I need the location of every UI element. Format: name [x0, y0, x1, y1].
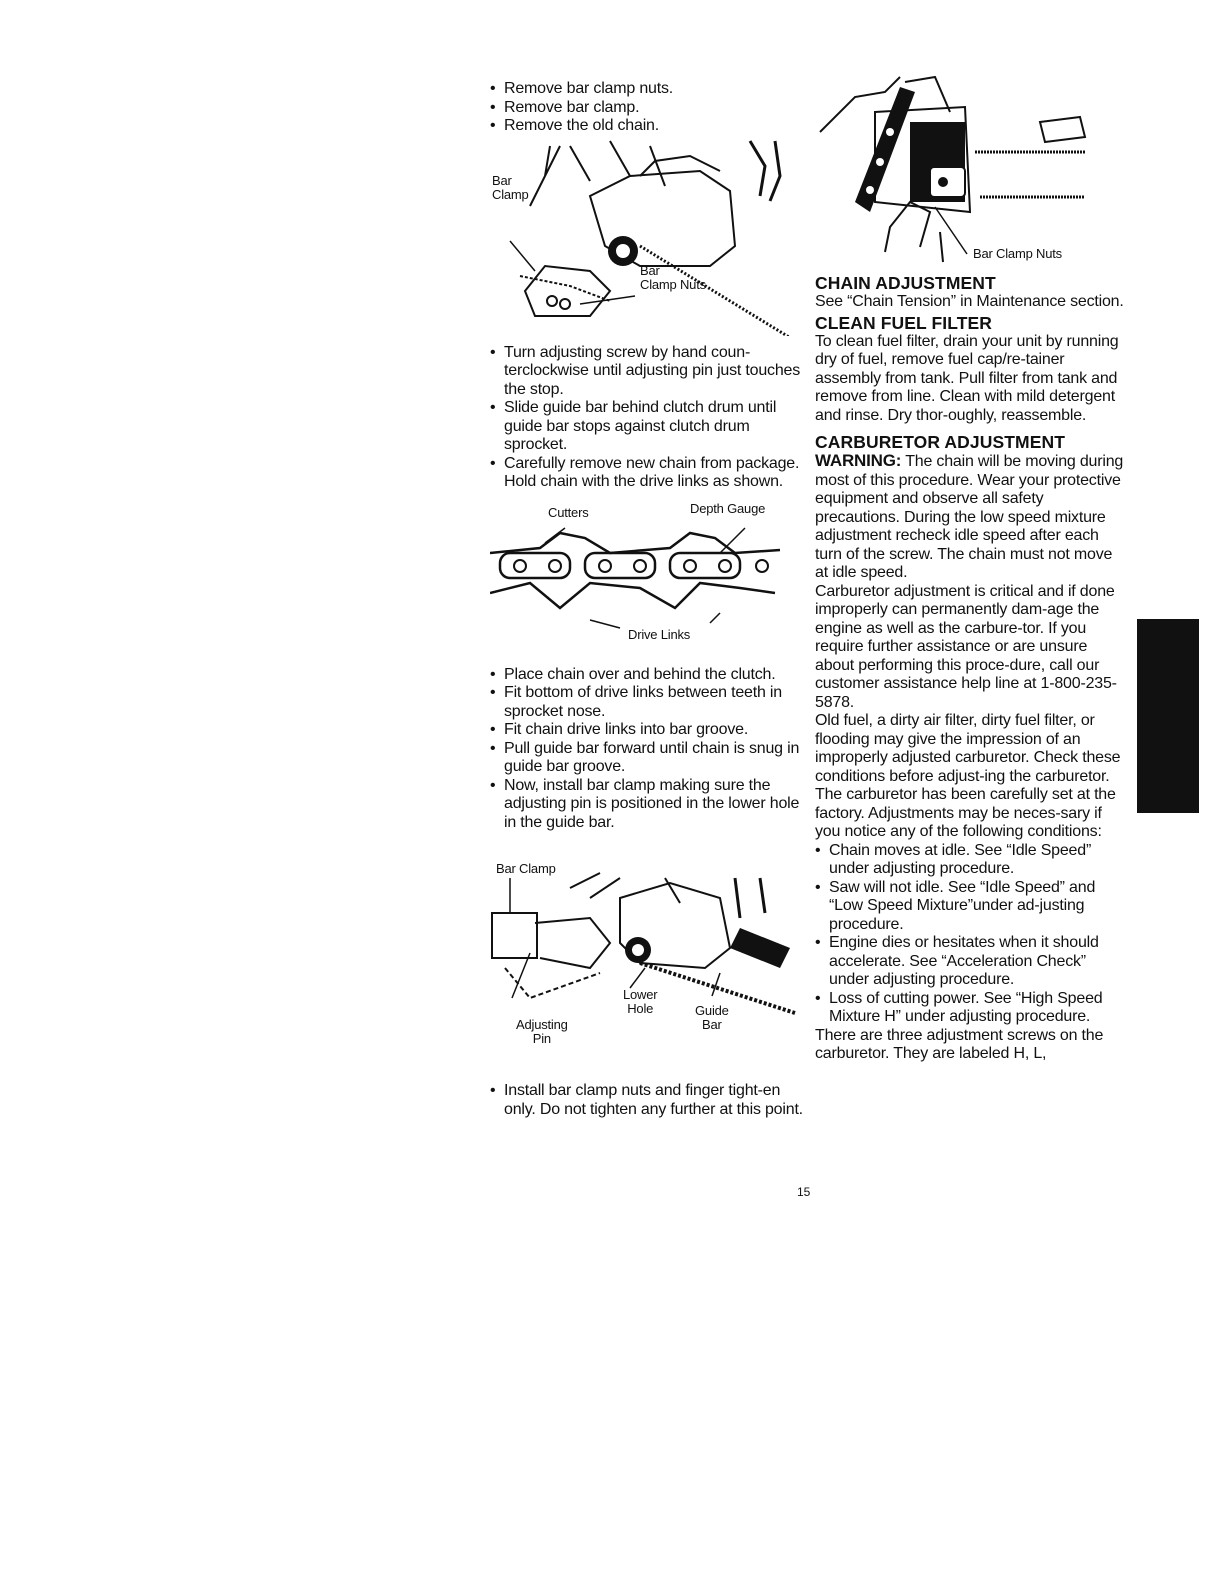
label-lower-hole: Lower Hole — [623, 987, 658, 1016]
saw-illustration-3 — [815, 72, 1115, 272]
text-carburetor-p4: There are three adjustment screws on the carburetor. They are labeled H, L, — [815, 1026, 1104, 1062]
text-chain-adjustment: See “Chain Tension” in Maintenance section. — [815, 293, 1124, 310]
list-item: • Chain moves at idle. See “Idle Speed” under adjusting procedure. — [815, 842, 1127, 879]
list-item: • Fit bottom of drive links between teeth in sprocket nose. — [490, 684, 808, 721]
label-depth-gauge: Depth Gauge — [690, 500, 766, 516]
list-item: • Pull guide bar forward until chain is snug in guide bar groove. — [490, 740, 808, 777]
label-bar-clamp-nuts-2: Bar Clamp Nuts — [973, 246, 1062, 261]
bullet-list-guide-bar — [490, 344, 808, 492]
heading-carburetor-adjustment: CARBURETOR ADJUSTMENT — [815, 432, 1066, 452]
list-item: • Slide guide bar behind clutch drum until guide bar stops against clutch drum sprocket. — [490, 399, 808, 455]
label-bar-clamp: Bar Clamp — [492, 172, 529, 202]
heading-chain-adjustment: CHAIN ADJUSTMENT — [815, 273, 996, 293]
text-clean-fuel-filter: To clean fuel filter, drain your unit by running dry of fuel, remove fuel cap/re-tainer assembly from tank. Pull filter from tank and remove from line. Clean with mild detergent and rinse. Dry thor-oughly, reassemble. — [815, 332, 1119, 424]
list-item: • Remove bar clamp. — [490, 99, 808, 118]
text-carburetor-p1: Carburetor adjustment is critical and if done improperly can permanently dam-age the engine as well as the carbure-tor. If you require further assistance or are unsure about performing this proce-dure, call our customer assistance help line at 1-800-235-5878. — [815, 582, 1117, 711]
bullet-list-conditions — [815, 842, 1127, 1027]
warning-text: The chain will be moving during most of this procedure. Wear your protective equipment and observe all safety precautions. During the low speed mixture adjustment recheck idle speed after each turn of the screw. The chain must not move at idle speed. — [815, 453, 1124, 581]
figure-bar-clamp-nuts — [815, 72, 1115, 272]
text-carburetor-p3: The carburetor has been carefully set at the factory. Adjustments may be neces-sary if you notice any of the following conditions: — [815, 786, 1116, 840]
warning-label: WARNING: — [815, 451, 902, 470]
list-item: • Fit chain drive links into bar groove. — [490, 721, 808, 740]
text-warning — [815, 452, 1127, 583]
list-item: • Remove bar clamp nuts. — [490, 80, 808, 99]
saw-illustration-1 — [490, 136, 808, 336]
label-drive-links: Drive Links — [628, 626, 691, 642]
section-tab — [1137, 619, 1199, 813]
left-column — [490, 80, 808, 1119]
list-item: • Remove the old chain. — [490, 117, 808, 136]
list-item: • Saw will not idle. See “Idle Speed” and “Low Speed Mixture”under ad-justing procedure. — [815, 879, 1127, 935]
label-guide-bar: Guide Bar — [695, 1003, 729, 1032]
list-item: • Loss of cutting power. See “High Speed Mixture H” under adjusting procedure. — [815, 990, 1127, 1027]
figure-bar-clamp — [490, 136, 808, 336]
text-carburetor-p2: Old fuel, a dirty air filter, dirty fuel filter, or flooding may give the impression of an improperly adjusted carburetor. Check these conditions before adjust-ing the carburetor. — [815, 712, 1121, 785]
label-bar-clamp-nuts: Bar Clamp Nuts — [640, 262, 706, 292]
figure-chain — [490, 498, 808, 658]
bullet-list-install-chain — [490, 666, 808, 833]
list-item: • Now, install bar clamp making sure the adjusting pin is positioned in the lower hole in the guide bar. — [490, 777, 808, 833]
list-item: • Turn adjusting screw by hand coun-terclockwise until adjusting pin just touches the stop. — [490, 344, 808, 400]
bullet-list-remove — [490, 80, 808, 136]
figure-adjusting-pin — [490, 858, 808, 1068]
label-cutters: Cutters — [548, 504, 589, 520]
bullet-list-nuts — [490, 1082, 808, 1119]
list-item: • Place chain over and behind the clutch. — [490, 666, 808, 685]
label-bar-clamp-2: Bar Clamp — [496, 861, 556, 876]
list-item: • Carefully remove new chain from package. Hold chain with the drive links as shown. — [490, 455, 808, 492]
list-item: • Engine dies or hesitates when it should accelerate. See “Acceleration Check” under adjusting procedure. — [815, 934, 1127, 990]
right-column — [815, 72, 1127, 1064]
heading-clean-fuel-filter: CLEAN FUEL FILTER — [815, 312, 993, 333]
label-adjusting-pin: Adjusting Pin — [516, 1017, 568, 1046]
page-number: 15 — [797, 1185, 811, 1199]
list-item: • Install bar clamp nuts and finger tight-en only. Do not tighten any further at this point. — [490, 1082, 808, 1119]
